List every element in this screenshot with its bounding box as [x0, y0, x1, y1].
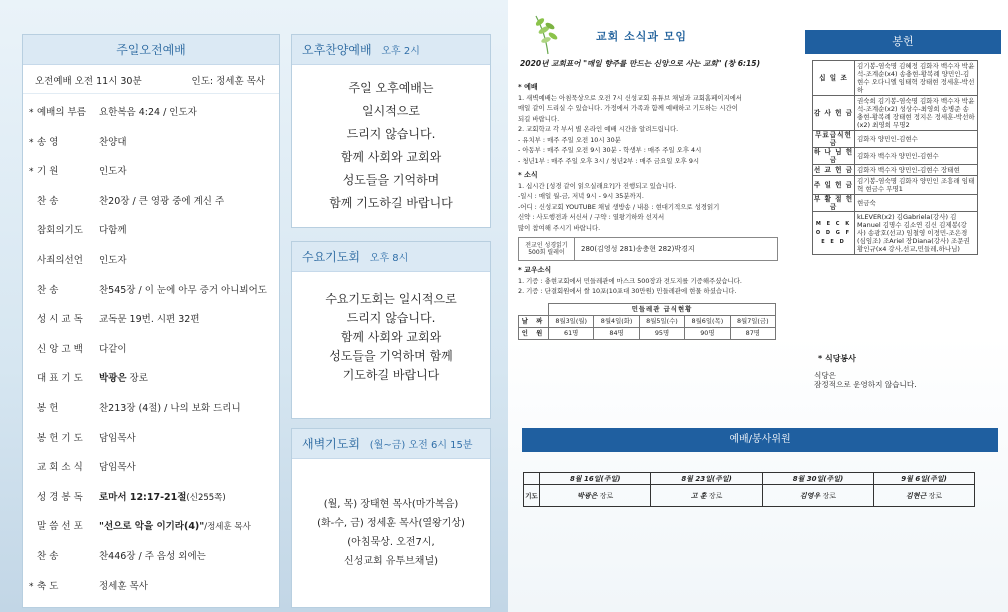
offering-names: 김기봉-염숙명 김화자 양민인 조흥래 임태혁 현금수 무명1	[855, 176, 978, 195]
worship-order-row	[29, 578, 271, 608]
notice-line: 일시적으로	[362, 104, 420, 118]
worship-order-row	[29, 311, 271, 341]
meal-count-cell: 90명	[685, 327, 730, 339]
worship-order-row	[29, 370, 271, 400]
order-content: 찬545장 / 이 눈에 아무 증거 아니뵈어도	[99, 284, 267, 296]
meal-date-cell: 8월5일(수)	[639, 315, 684, 327]
panel-title-text: 오후찬양예배	[302, 43, 372, 57]
order-content: 다같이	[99, 343, 127, 355]
order-content	[99, 489, 271, 503]
order-content: 찬20장 / 큰 영광 중에 계신 주	[99, 195, 225, 207]
order-content: 인도자	[99, 254, 127, 266]
order-label: 찬 송	[37, 550, 59, 562]
order-content: 찬양대	[99, 136, 127, 148]
bible-box-value: 280(김영성 281)송충현 282)박경지	[581, 244, 695, 253]
meal-count-cell: 84명	[594, 327, 639, 339]
news-line: 1. 십시간 [성경 같이 읽으실래요?]가 진행되고 있습니다.	[518, 181, 677, 190]
worship-order-row	[29, 489, 271, 519]
worship-order-row	[29, 282, 271, 312]
service-person-role: 장로	[822, 491, 836, 500]
worship-order-row	[29, 104, 271, 134]
order-label: 예배의 부름	[37, 107, 86, 118]
notice-line: 드리지 않습니다.	[346, 311, 436, 325]
worship-order-row	[29, 134, 271, 164]
panel-time: 오후 2시	[381, 46, 420, 57]
afternoon-worship-panel	[291, 34, 491, 228]
offering-table	[812, 60, 978, 255]
donation-heading: * 교우소식	[518, 266, 552, 274]
order-label: 대 표 기 도	[37, 373, 83, 385]
news-section-heading: * 소식	[518, 171, 538, 179]
worship-time: 오전예배 오전 11시 30분	[35, 76, 142, 87]
service-person-name: 박광은	[577, 491, 598, 500]
order-content: 정세훈 목사	[99, 580, 148, 592]
worship-order-row	[29, 548, 271, 578]
church-news-title: 교회 소식과 모임	[596, 30, 688, 43]
meal-table-title: 민들레관 급식현황	[549, 303, 776, 315]
offering-title: 봉헌	[805, 30, 1001, 54]
meal-date-cell: 8월4일(화)	[594, 315, 639, 327]
order-label: 말 씀 선 포	[37, 521, 83, 533]
service-person-role: 장로	[708, 491, 723, 500]
offering-row	[813, 165, 978, 176]
offering-row	[813, 131, 978, 148]
offering-label: 하 나 님 헌 금	[813, 148, 854, 164]
news-line: - 아동부 : 매주 주일 오전 9시 30분 - 학생부 : 매주 주일 오후 4시	[518, 146, 702, 154]
donation-line: 1. 기증 : 충현교회에서 민들레관에 마스크 500장과 전도지를 기증해주셨습니다.	[518, 276, 742, 285]
order-label: 봉 헌 기 도	[37, 432, 83, 444]
order-content-rest: 장로	[126, 373, 148, 385]
service-table-corner	[524, 473, 540, 485]
offering-row	[813, 148, 978, 165]
news-section-heading: * 예배	[518, 83, 538, 91]
panel-title	[292, 35, 490, 65]
order-content	[99, 518, 271, 532]
offering-names: 김화자 양민인-김현수	[855, 131, 978, 148]
donation-lines	[518, 276, 790, 297]
order-label: 찬 송	[37, 284, 59, 296]
order-star: *	[29, 581, 34, 592]
worship-order-row	[29, 163, 271, 193]
offering-label: 무료급식헌금	[813, 131, 855, 148]
order-content: 담임목사	[99, 462, 136, 474]
service-date-cell: 8월 30일(주일)	[762, 473, 873, 485]
worship-info	[23, 65, 279, 94]
service-person-role: 장로	[928, 491, 943, 500]
service-date-cell: 9월 6일(주일)	[874, 473, 975, 485]
panel-time: (월~금) 오전 6시 15분	[369, 440, 473, 451]
service-row-label: 기도	[524, 485, 540, 507]
order-content: 담임목사	[99, 432, 136, 444]
order-content-emphasis: 박광은	[99, 373, 127, 385]
meal-date-cell: 8월3일(월)	[549, 315, 594, 327]
dawn-prayer-panel	[291, 428, 491, 608]
news-line: - 유치부 : 매주 주일 오전 10시 30분	[518, 135, 621, 144]
offering-label: 부 활 절 헌 금	[813, 195, 854, 211]
news-line: -일시 : 매일 월-금, 저녁 9시 - 9시 35분까지.	[518, 192, 644, 200]
panel-time: 오후 8시	[369, 253, 409, 264]
order-content: 다함께	[99, 225, 127, 237]
service-name-cell	[651, 485, 762, 507]
worship-order-row	[29, 222, 271, 252]
order-content-emphasis: 로마서 12:17-21절	[99, 491, 187, 503]
order-label: 성 경 봉 독	[37, 491, 83, 503]
notice-line: 함께 사회와 교회와	[340, 330, 442, 344]
church-motto: 2020년 교회표어 "매일 향주를 만드는 신앙으로 사는 교회" (창 6:15)	[520, 59, 761, 68]
offering-names: 김기봉-염숙명 김혜정 김화자 백수자 박윤석-조계순(x4) 송충현-황복례 양민인-김현수 오다니엘 임태혁 장태현 정세훈-박선하	[855, 61, 978, 96]
service-person-name: 고 훈	[690, 491, 707, 500]
service-person-role: 장로	[599, 491, 614, 500]
leaf-decoration-icon	[532, 8, 564, 56]
notice-line: (아침묵상. 오전7시,	[347, 537, 435, 548]
notice-text	[292, 459, 490, 571]
service-person-name: 김영우	[799, 491, 821, 500]
meal-date-cell: 8월7일(금)	[730, 315, 775, 327]
meal-serve-title: * 식당봉사	[818, 354, 856, 363]
order-label: 신 앙 고 백	[37, 343, 83, 355]
offering-row	[813, 96, 978, 131]
worship-order-row	[29, 459, 271, 489]
offering-label: 십 일 조	[813, 61, 855, 96]
offering-row	[813, 212, 978, 255]
worship-order-list	[23, 94, 279, 607]
notice-text	[292, 272, 490, 385]
worship-order-row	[29, 430, 271, 460]
service-person-name: 김현근	[906, 491, 927, 500]
order-content: 찬446장 / 주 음성 외에는	[99, 550, 206, 562]
order-label: 송 영	[37, 136, 59, 148]
meal-dates-row	[519, 315, 776, 327]
offering-names: 현금숙	[855, 195, 978, 212]
offering-names: kLEVER(x2) 김Gabriela(강사) 김Manuel 김명수 김소연 김신 김제봉(강사) 송광호(선교) 임철영 이정민-조은경(심임조) 조Ariel 장Diana(강사) 조문권 황인규(x4 강사,선교,민들레,하나님)	[855, 212, 978, 255]
service-date-cell: 8월 16일(주일)	[540, 473, 651, 485]
offering-row	[813, 195, 978, 212]
offering-names: 김화자 백수자 양민인-김현수	[855, 148, 978, 165]
meal-counts-row	[519, 327, 776, 339]
meal-count-cell: 61명	[549, 327, 594, 339]
notice-line: 성도들을 기억하며 함께	[329, 349, 453, 363]
order-star: *	[29, 137, 34, 148]
offering-names: 권숙희 김기봉-염숙명 김화자 백수자 박윤석-조계순(x2) 성상수-최영희 송병준 송충현-황복례 장태현 정지은 정세훈-박선하(x2) 최영희 무명2	[855, 96, 978, 131]
order-content-emphasis: "선으로 악을 이기라(4)"	[99, 521, 205, 533]
meal-row-label: 날 짜	[519, 315, 549, 327]
service-committee-table	[523, 472, 975, 507]
notice-line: 기도하길 바랍니다	[342, 368, 440, 382]
order-content-rest: /정세훈 목사	[204, 522, 251, 533]
notice-line: 주일 오후예배는	[348, 81, 434, 95]
news-line: 많이 참여해 주시기 바랍니다.	[518, 223, 601, 232]
meal-serve-text	[814, 371, 917, 389]
order-content: 교독문 19번. 시편 32편	[99, 314, 200, 326]
news-line: 2. 교회학교 각 부서 별 온라인 예배 시간을 알려드립니다.	[518, 125, 679, 133]
wednesday-prayer-panel	[291, 241, 491, 419]
news-line: 1. 새벽예배는 아침묵상으로 오전 7시 신성교회 유튜브 채널과 교회홈페이지에서	[518, 93, 742, 102]
news-line: 매일 같이 드리실 수 있습니다. 가정에서 가족과 함께 예배하고 기도하는 시간이	[518, 104, 738, 112]
order-label: 참회의기도	[37, 225, 83, 237]
service-committee-title: 예배/봉사위원	[522, 428, 998, 452]
notice-line: 드리지 않습니다.	[346, 127, 436, 141]
offering-label: 선 교 헌 금	[813, 166, 854, 174]
notice-text	[292, 65, 490, 215]
service-name-cell	[540, 485, 651, 507]
panel-title	[292, 242, 490, 272]
offering-label: 주 일 헌 금	[813, 176, 855, 195]
order-label: 찬 송	[37, 195, 59, 207]
order-label: 축 도	[37, 580, 59, 592]
church-news-body	[518, 78, 790, 340]
order-content	[99, 370, 271, 384]
worship-order-row	[29, 518, 271, 548]
donation-line: 2. 기증 : 단결회원에서 쌀 10포(10포대 30만원) 민들레관에 현물 하셨습니다.	[518, 287, 737, 295]
offering-names: 김화자 백수자 양민인-김현수 장태현	[855, 165, 978, 176]
order-content: 인도자	[99, 166, 127, 178]
news-line: 되길 바랍니다.	[518, 114, 560, 123]
order-content-rest: (신255쪽)	[186, 492, 226, 503]
notice-line: 함께 사회와 교회와	[340, 150, 442, 164]
bible-box-label: 전교인 성경읽기 500회 릴레이	[519, 238, 575, 260]
meal-row-label: 인 원	[519, 327, 549, 339]
offering-row	[813, 176, 978, 195]
bible-reading-box	[518, 237, 778, 261]
offering-label: M E C K O D G F E E D	[813, 212, 855, 255]
sunday-morning-worship-panel	[22, 34, 280, 608]
meal-count-cell: 95명	[639, 327, 684, 339]
worship-order-row	[29, 341, 271, 371]
news-sections	[518, 82, 790, 233]
service-dates-row	[524, 473, 975, 485]
order-label: 봉 헌	[37, 402, 59, 414]
meal-table-corner	[519, 303, 549, 315]
panel-title	[292, 429, 490, 459]
worship-order-row	[29, 400, 271, 430]
meal-status-table	[518, 303, 776, 340]
offering-row	[813, 61, 978, 96]
worship-order-row	[29, 193, 271, 223]
service-names-row	[524, 485, 975, 507]
news-line: 신약 : 사도행전과 서신서 / 구약 : 열왕기하와 선지서	[518, 213, 665, 221]
order-content: 요한복음 4:24 / 인도자	[99, 107, 197, 118]
news-line: -어디 : 신성교회 YOUTUBE 채널 생방송 / 내용 : 현대기적으로 성경읽기	[518, 202, 720, 211]
order-star: *	[29, 167, 34, 178]
meal-date-cell: 8월6일(목)	[685, 315, 730, 327]
order-label: 사죄의선언	[37, 254, 83, 266]
worship-order-row	[29, 252, 271, 282]
order-label: 성 시 교 독	[37, 314, 83, 326]
news-line: - 청년1부 : 매주 주일 오후 3시 / 청년2부 : 매주 금요일 오후 9시	[518, 156, 700, 165]
panel-title-text: 새벽기도회	[302, 437, 360, 451]
notice-line: (월, 목) 장태현 목사(마가복음)	[323, 499, 459, 510]
notice-line: 수요기도회는 일시적으로	[325, 292, 457, 306]
panel-title-text: 수요기도회	[302, 250, 360, 264]
service-date-cell: 8월 23일(주일)	[651, 473, 762, 485]
notice-line: 신성교회 유투브채널)	[343, 556, 439, 567]
service-name-cell	[874, 485, 975, 507]
service-name-cell	[762, 485, 873, 507]
meal-serve-line: 식당은	[814, 371, 837, 380]
notice-line: 함께 기도하길 바랍니다	[329, 196, 453, 210]
worship-leader: 인도: 정세훈 목사	[191, 76, 265, 87]
order-content: 찬213장 (4절) / 나의 보화 드리니	[99, 402, 241, 414]
offering-label: 감 사 헌 금	[813, 96, 855, 131]
order-star: *	[29, 108, 34, 118]
meal-count-cell: 87명	[730, 327, 775, 339]
order-label: 기 원	[37, 166, 59, 178]
notice-line: 성도들을 기억하며	[342, 173, 440, 187]
meal-serve-line: 잠정적으로 운영하지 않습니다.	[814, 380, 917, 389]
order-label: 교 회 소 식	[37, 462, 83, 474]
panel-title: 주일오전예배	[23, 35, 279, 65]
notice-line: (화-수, 금) 정세훈 목사(열왕기상)	[317, 518, 465, 529]
